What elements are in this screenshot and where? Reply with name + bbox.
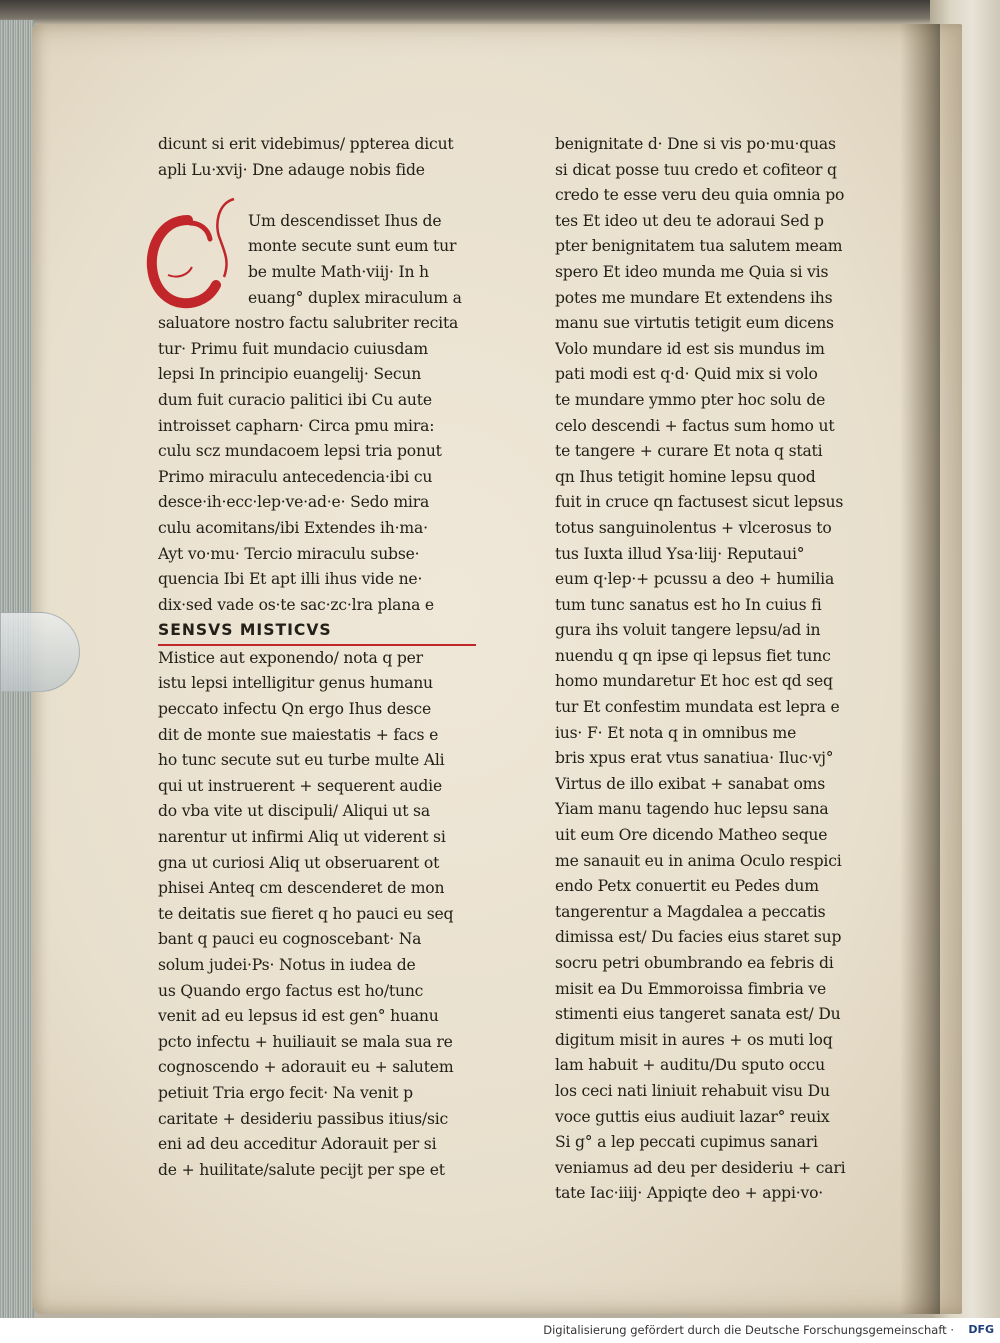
text-line: potes me mundare Et extendens ihs (555, 288, 833, 307)
text-line: benignitate d· Dne si vis po·mu·quas (555, 135, 836, 153)
text-line: dix·sed vade os·te sac·zc·lra plana e (158, 595, 434, 614)
dfg-logo: DFG (968, 1323, 994, 1336)
text-line: monte secute sunt eum tur (248, 237, 457, 256)
text-line: saluatore nostro factu salubriter recita (158, 314, 459, 333)
text-line: voce guttis eius audiuit lazar° reuix (555, 1107, 830, 1126)
page-gutter-shadow (900, 24, 940, 1314)
text-line: veniamus ad deu per desideriu + cari (555, 1158, 846, 1177)
text-line: socru petri obumbrando ea febris di (555, 954, 834, 972)
text-line: solum judei·Ps· Notus in iudea de (158, 956, 416, 974)
text-line: nuendu q qn ipse qi lepsus fiet tunc (555, 646, 831, 665)
text-line: tur Et confestim mundata est lepra e (555, 698, 840, 717)
text-line: be multe Math·viij· In h (248, 262, 429, 281)
text-line: homo mundaretur Et hoc est qd seq (555, 672, 833, 691)
text-line: Yiam manu tagendo huc lepsu sana (555, 800, 829, 819)
text-line: culu acomitans/ibi Extendes ih·ma· (158, 518, 428, 537)
text-line: Virtus de illo exibat + sanabat oms (555, 774, 826, 793)
text-line: pcto infectu + huiliauit se mala sua re (158, 1032, 453, 1051)
text-line: tum tunc sanatus est ho In cuius fi (555, 595, 822, 614)
text-line: fuit in cruce qn factusest sicut lepsus (555, 493, 844, 512)
text-line: eni ad deu acceditur Adorauit per si (158, 1135, 437, 1154)
text-line: stimenti eius tangeret sanata est/ Du (555, 1005, 841, 1024)
text-line: me sanauit eu in anima Oculo respici (555, 851, 842, 870)
text-line: Ayt vo·mu· Tercio miraculu subse· (158, 544, 420, 563)
text-line: uit eum Ore dicendo Matheo seque (555, 826, 828, 845)
text-line: dit de monte sue maiestatis + facs e (158, 725, 439, 744)
text-line: qui ut instruerent + sequerent audie (158, 776, 443, 795)
text-line: tus Iuxta illud Ysa·liij· Reputaui° (555, 544, 805, 563)
text-line: quencia Ibi Et apt illi ihus vide ne· (158, 570, 423, 589)
text-line: misit ea Du Emmoroissa fimbria ve (555, 979, 827, 998)
text-line: te mundare ymmo pter hoc solu de (555, 390, 826, 409)
text-line: lam habuit + auditu/Du sputo occu (555, 1056, 825, 1075)
text-line: culu scz mundacoem lepsi tria ponut (158, 442, 442, 461)
text-line: phisei Anteq cm descenderet de mon (158, 879, 445, 898)
text-line: bant q pauci eu cognoscebant· Na (158, 930, 422, 949)
text-line: eum q·lep·+ pcussu a deo + humilia (555, 570, 835, 589)
text-line: bris xpus erat vtus sanatiua· Iluc·vj° (555, 749, 834, 768)
text-line: petiuit Tria ergo fecit· Na venit p (158, 1083, 413, 1102)
text-line: gura ihs voluit tangere lepsu/ad in (555, 621, 821, 640)
text-line: istu lepsi intelligitur genus humanu (158, 674, 433, 693)
left-text-column (158, 132, 476, 1183)
text-line: tur· Primu fuit mundacio cuiusdam (158, 339, 428, 358)
text-line: tes Et ideo ut deu te adoraui Sed p (555, 211, 824, 230)
text-line: desce·ih·ecc·lep·ve·ad·e· Sedo mira (158, 493, 430, 512)
text-line: tangerentur a Magdalea a peccatis (555, 902, 826, 921)
text-line: los ceci nati liniuit rehabuit visu Du (555, 1081, 830, 1100)
text-line: lepsi In principio euangelij· Secun (158, 365, 422, 384)
text-line: caritate + desideriu passibus itius/sic (158, 1109, 449, 1128)
text-line: Mistice aut exponendo/ nota q per (158, 648, 423, 667)
page-clip (0, 612, 80, 692)
text-line: pati modi est q·d· Quid mix si volo (555, 365, 818, 384)
text-line: tate Iac·iiij· Appiqte deo + appi·vo· (555, 1184, 824, 1203)
text-line: de + huilitate/salute pecijt per spe et (158, 1160, 445, 1179)
text-line: do vba vite ut discipuli/ Aliqui ut sa (158, 802, 430, 821)
text-line: Primo miraculu antecedencia·ibi cu (158, 467, 433, 486)
text-line: euang° duplex miraculum a (248, 288, 462, 307)
text-line: te tangere + curare Et nota q stati (555, 442, 823, 461)
text-line: narentur ut infirmi Aliq ut viderent si (158, 828, 446, 847)
text-line: celo descendi + factus sum homo ut (555, 416, 835, 435)
text-line: endo Petx conuertit eu Pedes dum (555, 877, 819, 896)
book-top-edge (0, 0, 1000, 26)
text-line: introisset capharn· Circa pmu mira: (158, 416, 435, 435)
text-line: ho tunc secute sut eu turbe multe Ali (158, 751, 445, 770)
text-line: Volo mundare id est sis mundus im (555, 339, 825, 358)
text-line: credo te esse veru deu quia omnia po (555, 186, 845, 205)
text-line: dicunt si erit videbimus/ ppterea dicut (158, 135, 454, 153)
text-line: cognoscendo + adorauit eu + salutem (158, 1058, 454, 1077)
text-line: peccato infectu Qn ergo Ihus desce (158, 700, 431, 719)
text-line: digitum misit in aures + os muti loq (555, 1030, 833, 1049)
footer-bar (0, 1318, 1000, 1343)
text-line: spero Et ideo munda me Quia si vis (555, 262, 829, 281)
text-line: te deitatis sue fieret q ho pauci eu seq (158, 904, 454, 923)
text-line: dum fuit curacio palitici ibi Cu aute (158, 390, 432, 409)
text-line: si dicat posse tuu credo et cofiteor q (555, 160, 837, 179)
text-line: Um descendisset Ihus de (248, 211, 442, 230)
section-heading: SENSVS MISTICVS (158, 618, 476, 646)
text-line: us Quando ergo factus est ho/tunc (158, 981, 424, 1000)
text-line (158, 183, 476, 209)
text-line: venit ad eu lepsus id est gen° huanu (158, 1007, 439, 1026)
text-line: manu sue virtutis tetigit eum dicens (555, 314, 834, 333)
text-line: qn Ihus tetigit homine lepsu quod (555, 467, 816, 486)
right-text-column (555, 132, 870, 1207)
text-line: ius· F· Et nota q in omnibus me (555, 723, 797, 742)
text-line: apli Lu·xvij· Dne adauge nobis fide (158, 160, 425, 179)
text-line: pter benignitatem tua salutem meam (555, 237, 843, 256)
text-line: totus sanguinolentus + vlcerosus to (555, 518, 832, 537)
footer-credit: Digitalisierung gefördert durch die Deutsche Forschungsgemeinschaft · (543, 1323, 954, 1337)
text-line: gna ut curiosi Aliq ut obseruarent ot (158, 853, 440, 872)
text-line: Si g° a lep peccati cupimus sanari (555, 1133, 818, 1152)
text-line: dimissa est/ Du facies eius staret sup (555, 928, 842, 947)
